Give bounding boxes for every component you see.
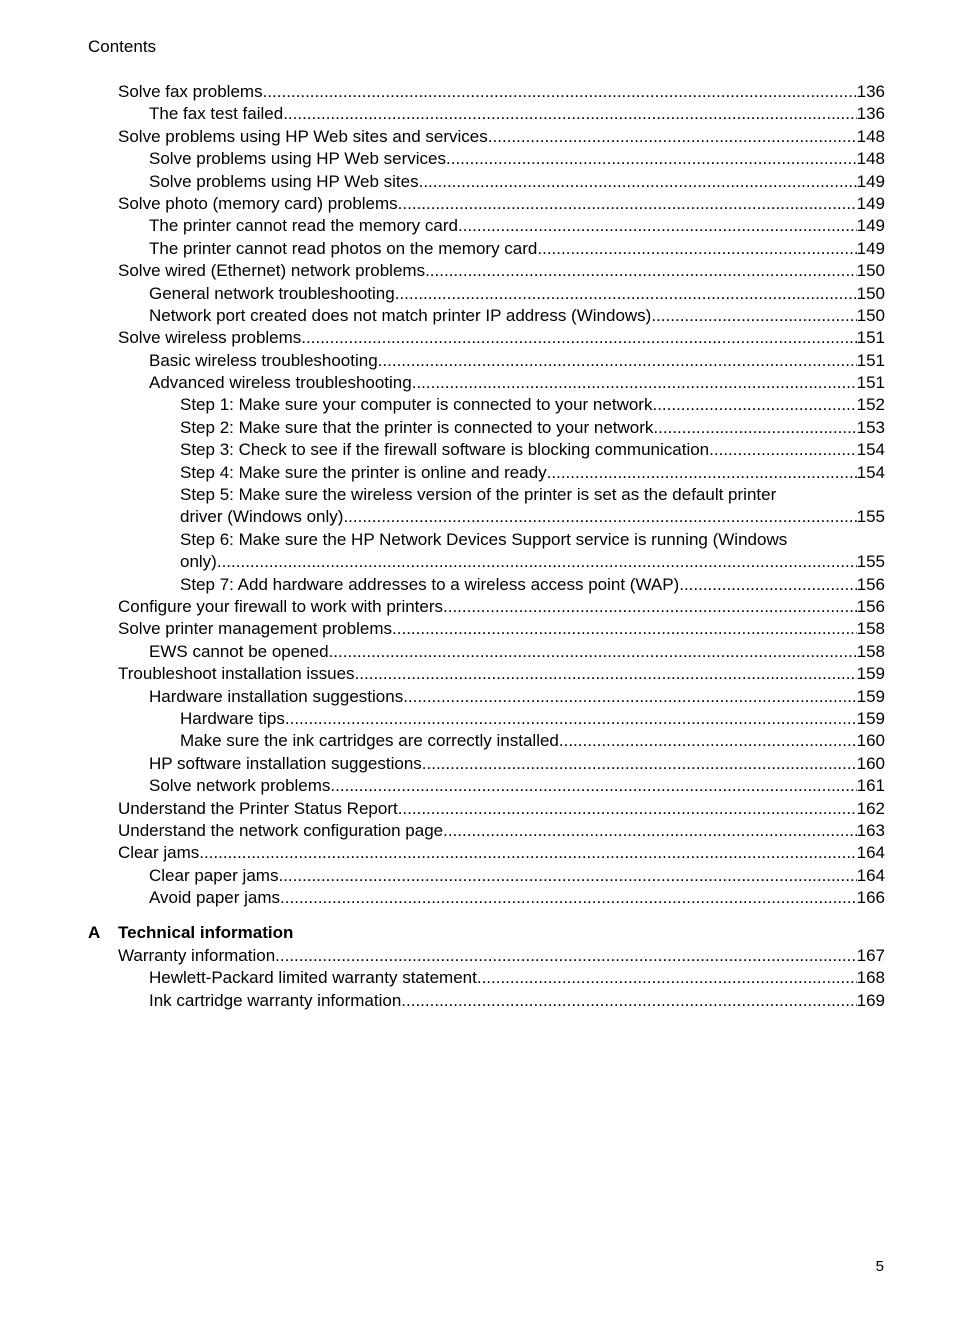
dot-leader	[398, 798, 857, 820]
dot-leader	[443, 596, 857, 618]
dot-leader	[709, 439, 856, 461]
toc-entry-title: Ink cartridge warranty information	[149, 990, 402, 1010]
dot-leader	[378, 350, 857, 372]
toc-entry-page: 149	[856, 238, 885, 258]
dot-leader	[329, 641, 857, 663]
toc-entry-title: Solve fax problems	[118, 82, 263, 101]
toc-entry-page: 159	[856, 708, 885, 728]
dot-leader	[330, 775, 856, 797]
toc-entry-title: The fax test failed	[149, 104, 284, 124]
toc-entry-page: 164	[856, 865, 885, 885]
toc-entry[interactable]	[118, 417, 885, 439]
toc-entry[interactable]	[118, 126, 885, 148]
toc-entry-title: Solve wireless problems	[118, 328, 302, 348]
toc-entry-title-line1: Step 6: Make sure the HP Network Devices Support service is running (Windows	[180, 529, 788, 549]
toc-entry-page: 160	[856, 731, 885, 751]
toc-entry-page: 159	[856, 686, 885, 706]
toc-entry[interactable]	[118, 439, 885, 461]
dot-leader	[263, 81, 857, 103]
toc-entry-title: The printer cannot read photos on the memory card	[149, 238, 538, 258]
toc-entry-page: 151	[856, 350, 885, 370]
toc-entry[interactable]	[118, 148, 885, 170]
toc-entry[interactable]	[118, 596, 885, 618]
toc-entry-page: 156	[856, 596, 885, 616]
toc-entry[interactable]	[118, 305, 885, 327]
dot-leader	[343, 506, 856, 528]
toc-entry-title: Basic wireless troubleshooting	[149, 350, 378, 370]
toc-entry-page: 150	[856, 261, 885, 281]
toc-entry-page: 163	[856, 820, 885, 840]
toc-entry-page: 149	[856, 216, 885, 236]
dot-leader	[398, 193, 857, 215]
toc-entry-title: Clear paper jams	[149, 865, 279, 885]
toc-entry-title: Step 3: Check to see if the firewall software is blocking communication	[180, 440, 710, 460]
toc-entry[interactable]	[118, 103, 885, 125]
toc-entry-title: Network port created does not match printer IP address (Windows)	[149, 305, 652, 325]
toc-entry-title: EWS cannot be opened	[149, 641, 329, 661]
toc-entry-title: Warranty information	[118, 945, 276, 965]
toc-entry-page: 161	[856, 776, 885, 796]
toc-entry-page: 136	[856, 104, 885, 124]
toc-entry[interactable]	[118, 215, 885, 237]
toc-entry-title: Understand the network configuration page	[118, 820, 444, 840]
toc-entry-page: 166	[856, 888, 885, 908]
toc-entry-title: Step 7: Add hardware addresses to a wireless access point (WAP)	[180, 574, 680, 594]
toc-entry-title: Solve printer management problems	[118, 619, 393, 639]
toc-entry[interactable]	[118, 574, 885, 596]
toc-entry[interactable]	[118, 171, 885, 193]
toc-entry-title: Solve problems using HP Web services	[149, 149, 447, 169]
toc-entry[interactable]	[118, 686, 885, 708]
toc-entry-page: 162	[856, 798, 885, 818]
toc-entry[interactable]	[118, 618, 885, 640]
toc-entry-title: Hewlett-Packard limited warranty statement	[149, 968, 477, 988]
table-of-contents	[88, 81, 885, 1012]
dot-leader	[559, 730, 857, 752]
toc-entry-page: 149	[856, 171, 885, 191]
toc-entry[interactable]	[118, 775, 885, 797]
dot-leader	[458, 215, 857, 237]
dot-leader	[651, 305, 856, 327]
dot-leader	[285, 708, 857, 730]
toc-entry[interactable]	[118, 529, 885, 574]
dot-leader	[422, 753, 857, 775]
toc-entry-title: Understand the Printer Status Report	[118, 798, 398, 818]
toc-entry[interactable]	[118, 462, 885, 484]
dot-leader	[477, 967, 857, 989]
toc-entry-title: Solve problems using HP Web sites and services	[118, 126, 488, 146]
dot-leader	[446, 148, 857, 170]
dot-leader	[401, 990, 856, 1012]
toc-entry[interactable]	[118, 350, 885, 372]
toc-entry-page: 149	[856, 193, 885, 213]
toc-entry[interactable]	[118, 641, 885, 663]
dot-leader	[392, 618, 857, 640]
toc-entry-title-line2: driver (Windows only)	[180, 507, 344, 527]
toc-entry[interactable]	[118, 990, 885, 1012]
dot-leader	[547, 462, 857, 484]
dot-leader	[280, 887, 857, 909]
toc-entry[interactable]	[118, 193, 885, 215]
running-header: Contents	[88, 37, 157, 56]
toc-entry-page: 155	[856, 552, 885, 572]
toc-entry-title: Make sure the ink cartridges are correctly installed	[180, 731, 559, 751]
toc-entry[interactable]	[118, 484, 885, 529]
toc-entry-page: 160	[856, 753, 885, 773]
toc-entry-page: 148	[856, 149, 885, 169]
toc-entry[interactable]	[118, 238, 885, 260]
toc-entry[interactable]	[118, 260, 885, 282]
toc-entry[interactable]	[118, 887, 885, 909]
dot-leader	[679, 574, 856, 596]
toc-entry[interactable]	[118, 327, 885, 349]
toc-entry-title: Advanced wireless troubleshooting	[149, 373, 412, 393]
toc-entry-title-line2: only)	[180, 552, 217, 572]
toc-entry-page: 151	[856, 373, 885, 393]
toc-entry[interactable]	[118, 753, 885, 775]
page-number: 5	[875, 1258, 884, 1275]
toc-entry-page: 167	[856, 945, 885, 965]
appendix-letter: A	[88, 923, 101, 943]
toc-entry[interactable]	[118, 945, 885, 967]
toc-entry-page: 148	[856, 126, 885, 146]
toc-entry-title: Clear jams	[118, 843, 200, 863]
appendix-title: Technical information	[118, 923, 294, 943]
toc-entry[interactable]	[118, 865, 885, 887]
dot-leader	[395, 283, 857, 305]
toc-entry-page: 152	[856, 395, 885, 415]
toc-entry-title: Solve problems using HP Web sites	[149, 171, 419, 191]
toc-entry-page: 136	[856, 82, 885, 101]
toc-entry[interactable]	[118, 842, 885, 864]
toc-entry[interactable]	[118, 372, 885, 394]
dot-leader	[653, 417, 856, 439]
toc-entry-title: Solve wired (Ethernet) network problems	[118, 261, 426, 281]
toc-entry-title: Avoid paper jams	[149, 888, 281, 908]
toc-entry-page: 150	[856, 305, 885, 325]
toc-entry-title: General network troubleshooting	[149, 283, 395, 303]
toc-entry-title: Hardware tips	[180, 708, 285, 728]
toc-entry-title: Troubleshoot installation issues	[118, 664, 355, 684]
toc-entry-page: 156	[856, 574, 885, 594]
toc-entry[interactable]	[118, 967, 885, 989]
dot-leader	[443, 820, 857, 842]
dot-leader	[278, 865, 856, 887]
dot-leader	[488, 126, 857, 148]
dot-leader	[283, 103, 856, 125]
toc-entry-title: Solve photo (memory card) problems	[118, 193, 398, 213]
toc-entry-page: 150	[856, 283, 885, 303]
dot-leader	[419, 171, 857, 193]
dot-leader	[199, 842, 856, 864]
toc-entry[interactable]	[118, 394, 885, 416]
toc-entry[interactable]	[118, 283, 885, 305]
toc-entry[interactable]	[118, 820, 885, 842]
toc-entry-title: Step 2: Make sure that the printer is connected to your network	[180, 417, 654, 437]
dot-leader	[355, 663, 857, 685]
dot-leader	[403, 686, 856, 708]
toc-entry-title: HP software installation suggestions	[149, 753, 422, 773]
toc-entry-title: Configure your firewall to work with printers	[118, 596, 444, 616]
toc-entry[interactable]	[118, 81, 885, 103]
toc-entry-page: 155	[856, 507, 885, 527]
toc-entry[interactable]	[118, 730, 885, 752]
toc-entry-page: 168	[856, 968, 885, 988]
dot-leader	[652, 394, 856, 416]
toc-entry-title-line1: Step 5: Make sure the wireless version of the printer is set as the default printer	[180, 485, 777, 505]
toc-entry-page: 154	[856, 440, 885, 460]
dot-leader	[537, 238, 856, 260]
toc-entry-page: 164	[856, 843, 885, 863]
toc-entry-page: 158	[856, 619, 885, 639]
dot-leader	[301, 327, 856, 349]
toc-entry-page: 151	[856, 328, 885, 348]
toc-entry-page: 169	[856, 990, 885, 1010]
appendix-heading[interactable]	[88, 922, 885, 944]
toc-entry-page: 159	[856, 664, 885, 684]
toc-entry-page: 154	[856, 462, 885, 482]
toc-entry-title: Step 4: Make sure the printer is online and ready	[180, 462, 547, 482]
toc-entry-title: Step 1: Make sure your computer is connected to your network	[180, 395, 653, 415]
dot-leader	[425, 260, 857, 282]
toc-entry[interactable]	[118, 663, 885, 685]
dot-leader	[275, 945, 856, 967]
toc-entry-page: 153	[856, 417, 885, 437]
toc-entry-title: Solve network problems	[149, 776, 331, 796]
toc-entry-page: 158	[856, 641, 885, 661]
toc-entry-title: Hardware installation suggestions	[149, 686, 404, 706]
toc-entry[interactable]	[118, 798, 885, 820]
toc-entry-title: The printer cannot read the memory card	[149, 216, 458, 236]
toc-entry[interactable]	[118, 708, 885, 730]
dot-leader	[412, 372, 857, 394]
dot-leader	[217, 551, 857, 573]
